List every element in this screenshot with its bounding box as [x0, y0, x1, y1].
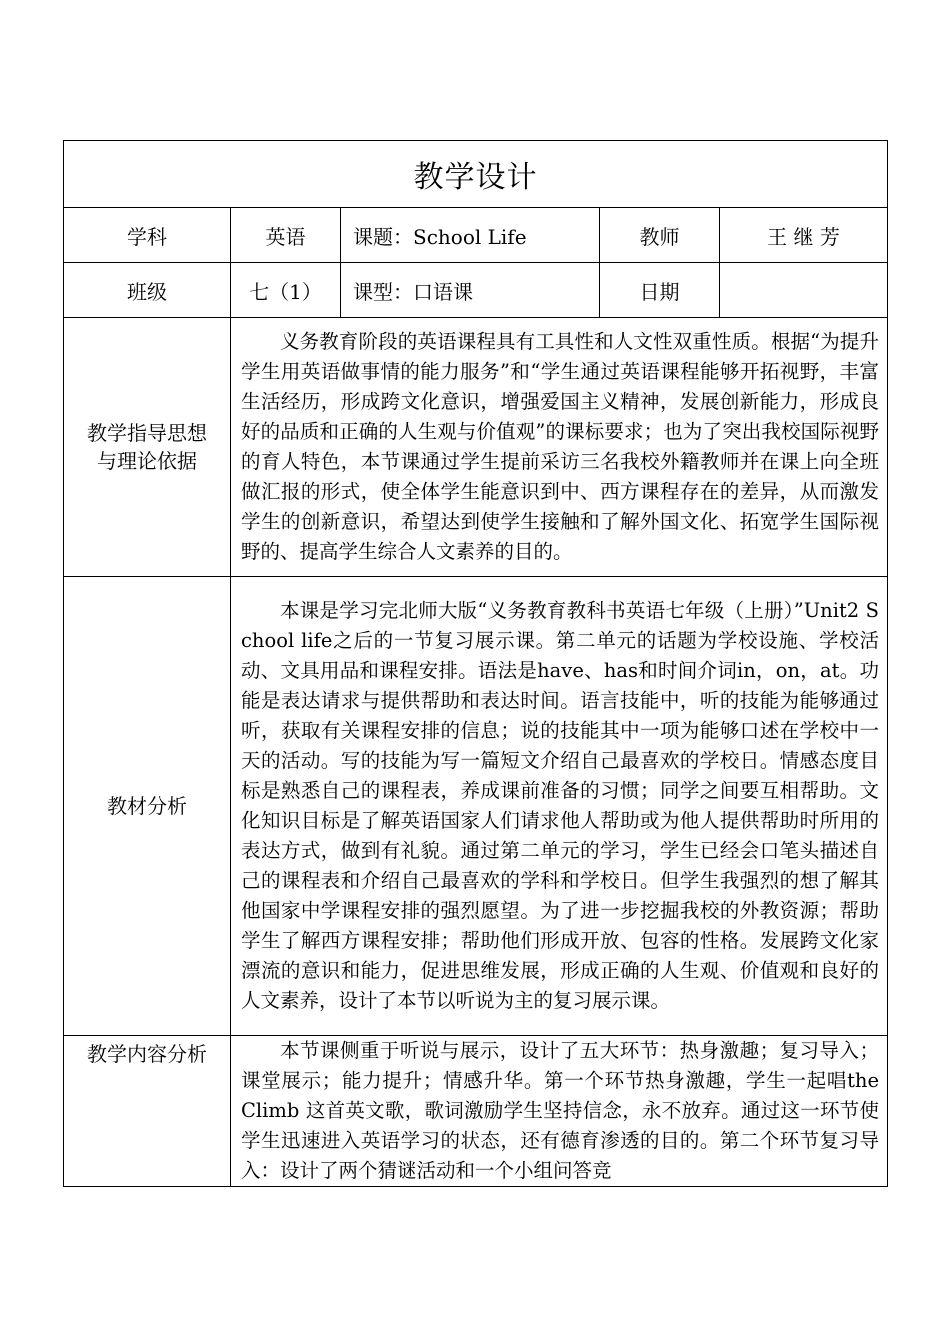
topic-field: 课题：School Life — [341, 208, 600, 263]
date-label: 日期 — [600, 263, 720, 318]
section-text-guiding-thought: 义务教育阶段的英语课程具有工具性和人文性双重性质。根据“为提升学生用英语做事情的能力服务”和“学生通过英语课程能够开拓视野，丰富生活经历，形成跨文化意识，增强爱国主义精神，发展创新能力，形成良好的品质和正确的人生观与价值观”的课标要求；也为了突出我校国际视野的育人特色，本节课通过学生提前采访三名我校外籍教师并在课上向全班做汇报的形式，使全体学生能意识到中、西方课程存在的差异，从而激发学生的创新意识，希望达到使学生接触和了解外国文化、拓宽学生国际视野的、提高学生综合人文素养的目的。 — [231, 318, 888, 577]
section-label-text: 教学指导思想与理论依据 — [87, 421, 207, 473]
date-value — [720, 263, 888, 318]
page-title: 教学设计 — [64, 141, 888, 208]
section-text-content-analysis — [231, 1036, 888, 1187]
section-label-guiding-thought — [64, 318, 231, 577]
lesson-type-field: 课型：口语课 — [341, 263, 600, 318]
lesson-design-table — [63, 140, 888, 1187]
section-text-textbook-analysis: 本课是学习完北师大版“义务教育教科书英语七年级（上册）”Unit2 School life之后的一节复习展示课。第二单元的话题为学校设施、学校活动、文具用品和课程安排。语法是have、has和时间介词in，on，at。功能是表达请求与提供帮助和表达时间。语言技能中，听的技能为能够通过听，获取有关课程安排的信息；说的技能其中一项为能够口述在学校中一天的活动。写的技能为写一篇短文介绍自己最喜欢的学校日。情感态度目标是熟悉自己的课程表，养成课前准备的习惯；同学之间要互相帮助。文化知识目标是了解英语国家人们请求他人帮助或为他人提供帮助时所用的表达方式，做到有礼貌。通过第二单元的学习，学生已经会口笔头描述自己的课程表和介绍自己最喜欢的学科和学校日。但学生我强烈的想了解其他国家中学课程安排的强烈愿望。为了进一步挖掘我校的外教资源；帮助学生了解西方课程安排；帮助他们形成开放、包容的性格。发展跨文化家漂流的意识和能力，促进思维发展，形成正确的人生观、价值观和良好的人文素养，设计了本节以听说为主的复习展示课。 — [231, 577, 888, 1036]
teacher-value: 王 继 芳 — [720, 208, 888, 263]
teacher-label: 教师 — [600, 208, 720, 263]
subject-label: 学科 — [64, 208, 231, 263]
class-value: 七（1） — [231, 263, 341, 318]
section-label-content-analysis: 教学内容分析 — [64, 1036, 231, 1187]
class-label: 班级 — [64, 263, 231, 318]
section-text-content-analysis-body: 本节课侧重于听说与展示，设计了五大环节：热身激趣；复习导入；课堂展示；能力提升；情感升华。第一个环节热身激趣，学生一起唱the Climb 这首英文歌，歌词激励学生坚持信念，永不放弃。通过这一环节使学生迅速进入英语学习的状态，还有德育渗透的目的。第二个环节复习导入：设计了两个猜谜活动和一个小组问答竞 — [241, 1039, 879, 1182]
subject-value: 英语 — [231, 208, 341, 263]
section-label-textbook-analysis: 教材分析 — [64, 577, 231, 1036]
